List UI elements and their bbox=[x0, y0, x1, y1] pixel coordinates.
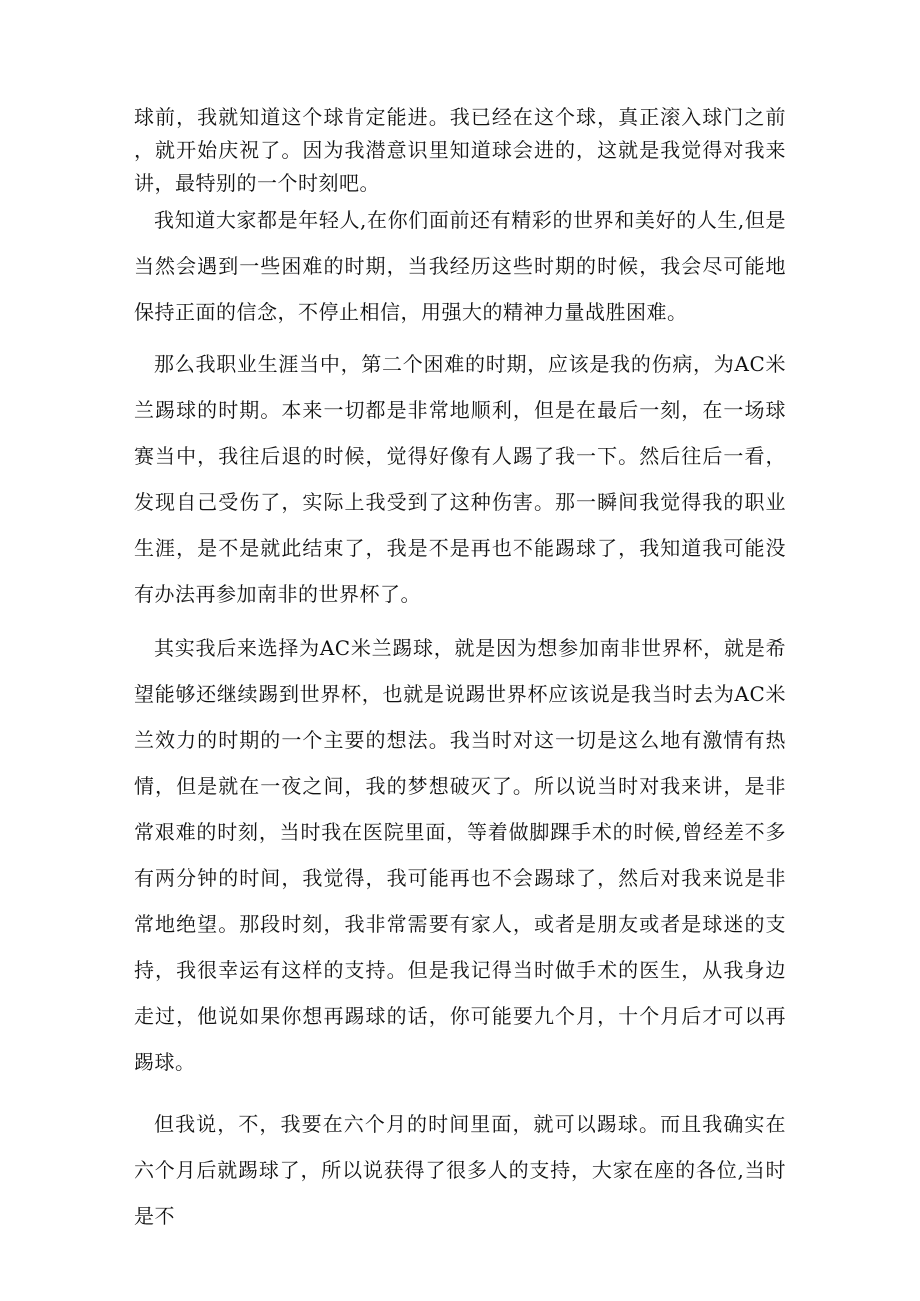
paragraph-2: 我知道大家都是年轻人,在你们面前还有精彩的世界和美好的人生,但是当然会遇到一些困难的时期，当我经历这些时期的时候，我会尽可能地保持正面的信念，不停止相信，用强大的精神力量战胜困难。 bbox=[134, 208, 786, 324]
paragraph-5: 但我说，不，我要在六个月的时间里面，就可以踢球。而且我确实在六个月后就踢球了，所以说获得了很多人的支持，大家在座的各位,当时是不 bbox=[134, 1112, 786, 1228]
paragraph-3: 那么我职业生涯当中，第二个困难的时期，应该是我的伤病，为AC米兰踢球的时期。本来一切都是非常地顺利，但是在最后一刻，在一场球赛当中，我往后退的时候，觉得好像有人踢了我一下。然后往后一看，发现自己受伤了，实际上我受到了这种伤害。那一瞬间我觉得我的职业生涯，是不是就此结束了，我是不是再也不能踢球了，我知道我可能没有办法再参加南非的世界杯了。 bbox=[134, 352, 786, 606]
paragraph-4: 其实我后来选择为AC米兰踢球，就是因为想参加南非世界杯，就是希望能够还继续踢到世界杯，也就是说踢世界杯应该说是我当时去为AC米兰效力的时期的一个主要的想法。我当时对这一切是这么地有激情有热情，但是就在一夜之间，我的梦想破灭了。所以说当时对我来讲，是非常艰难的时刻，当时我在医院里面，等着做脚踝手术的时候,曾经差不多有两分钟的时间，我觉得，我可能再也不会踢球了，然后对我来说是非常地绝望。那段时刻，我非常需要有家人，或者是朋友或者是球迷的支持，我很幸运有这样的支持。但是我记得当时做手术的医生，从我身边走过，他说如果你想再踢球的话，你可能要九个月，十个月后才可以再踢球。 bbox=[134, 636, 786, 1074]
paragraph-1: 球前，我就知道这个球肯定能进。我已经在这个球，真正滚入球门之前，就开始庆祝了。因为我潜意识里知道球会进的，这就是我觉得对我来讲，最特别的一个时刻吧。 bbox=[134, 105, 786, 195]
